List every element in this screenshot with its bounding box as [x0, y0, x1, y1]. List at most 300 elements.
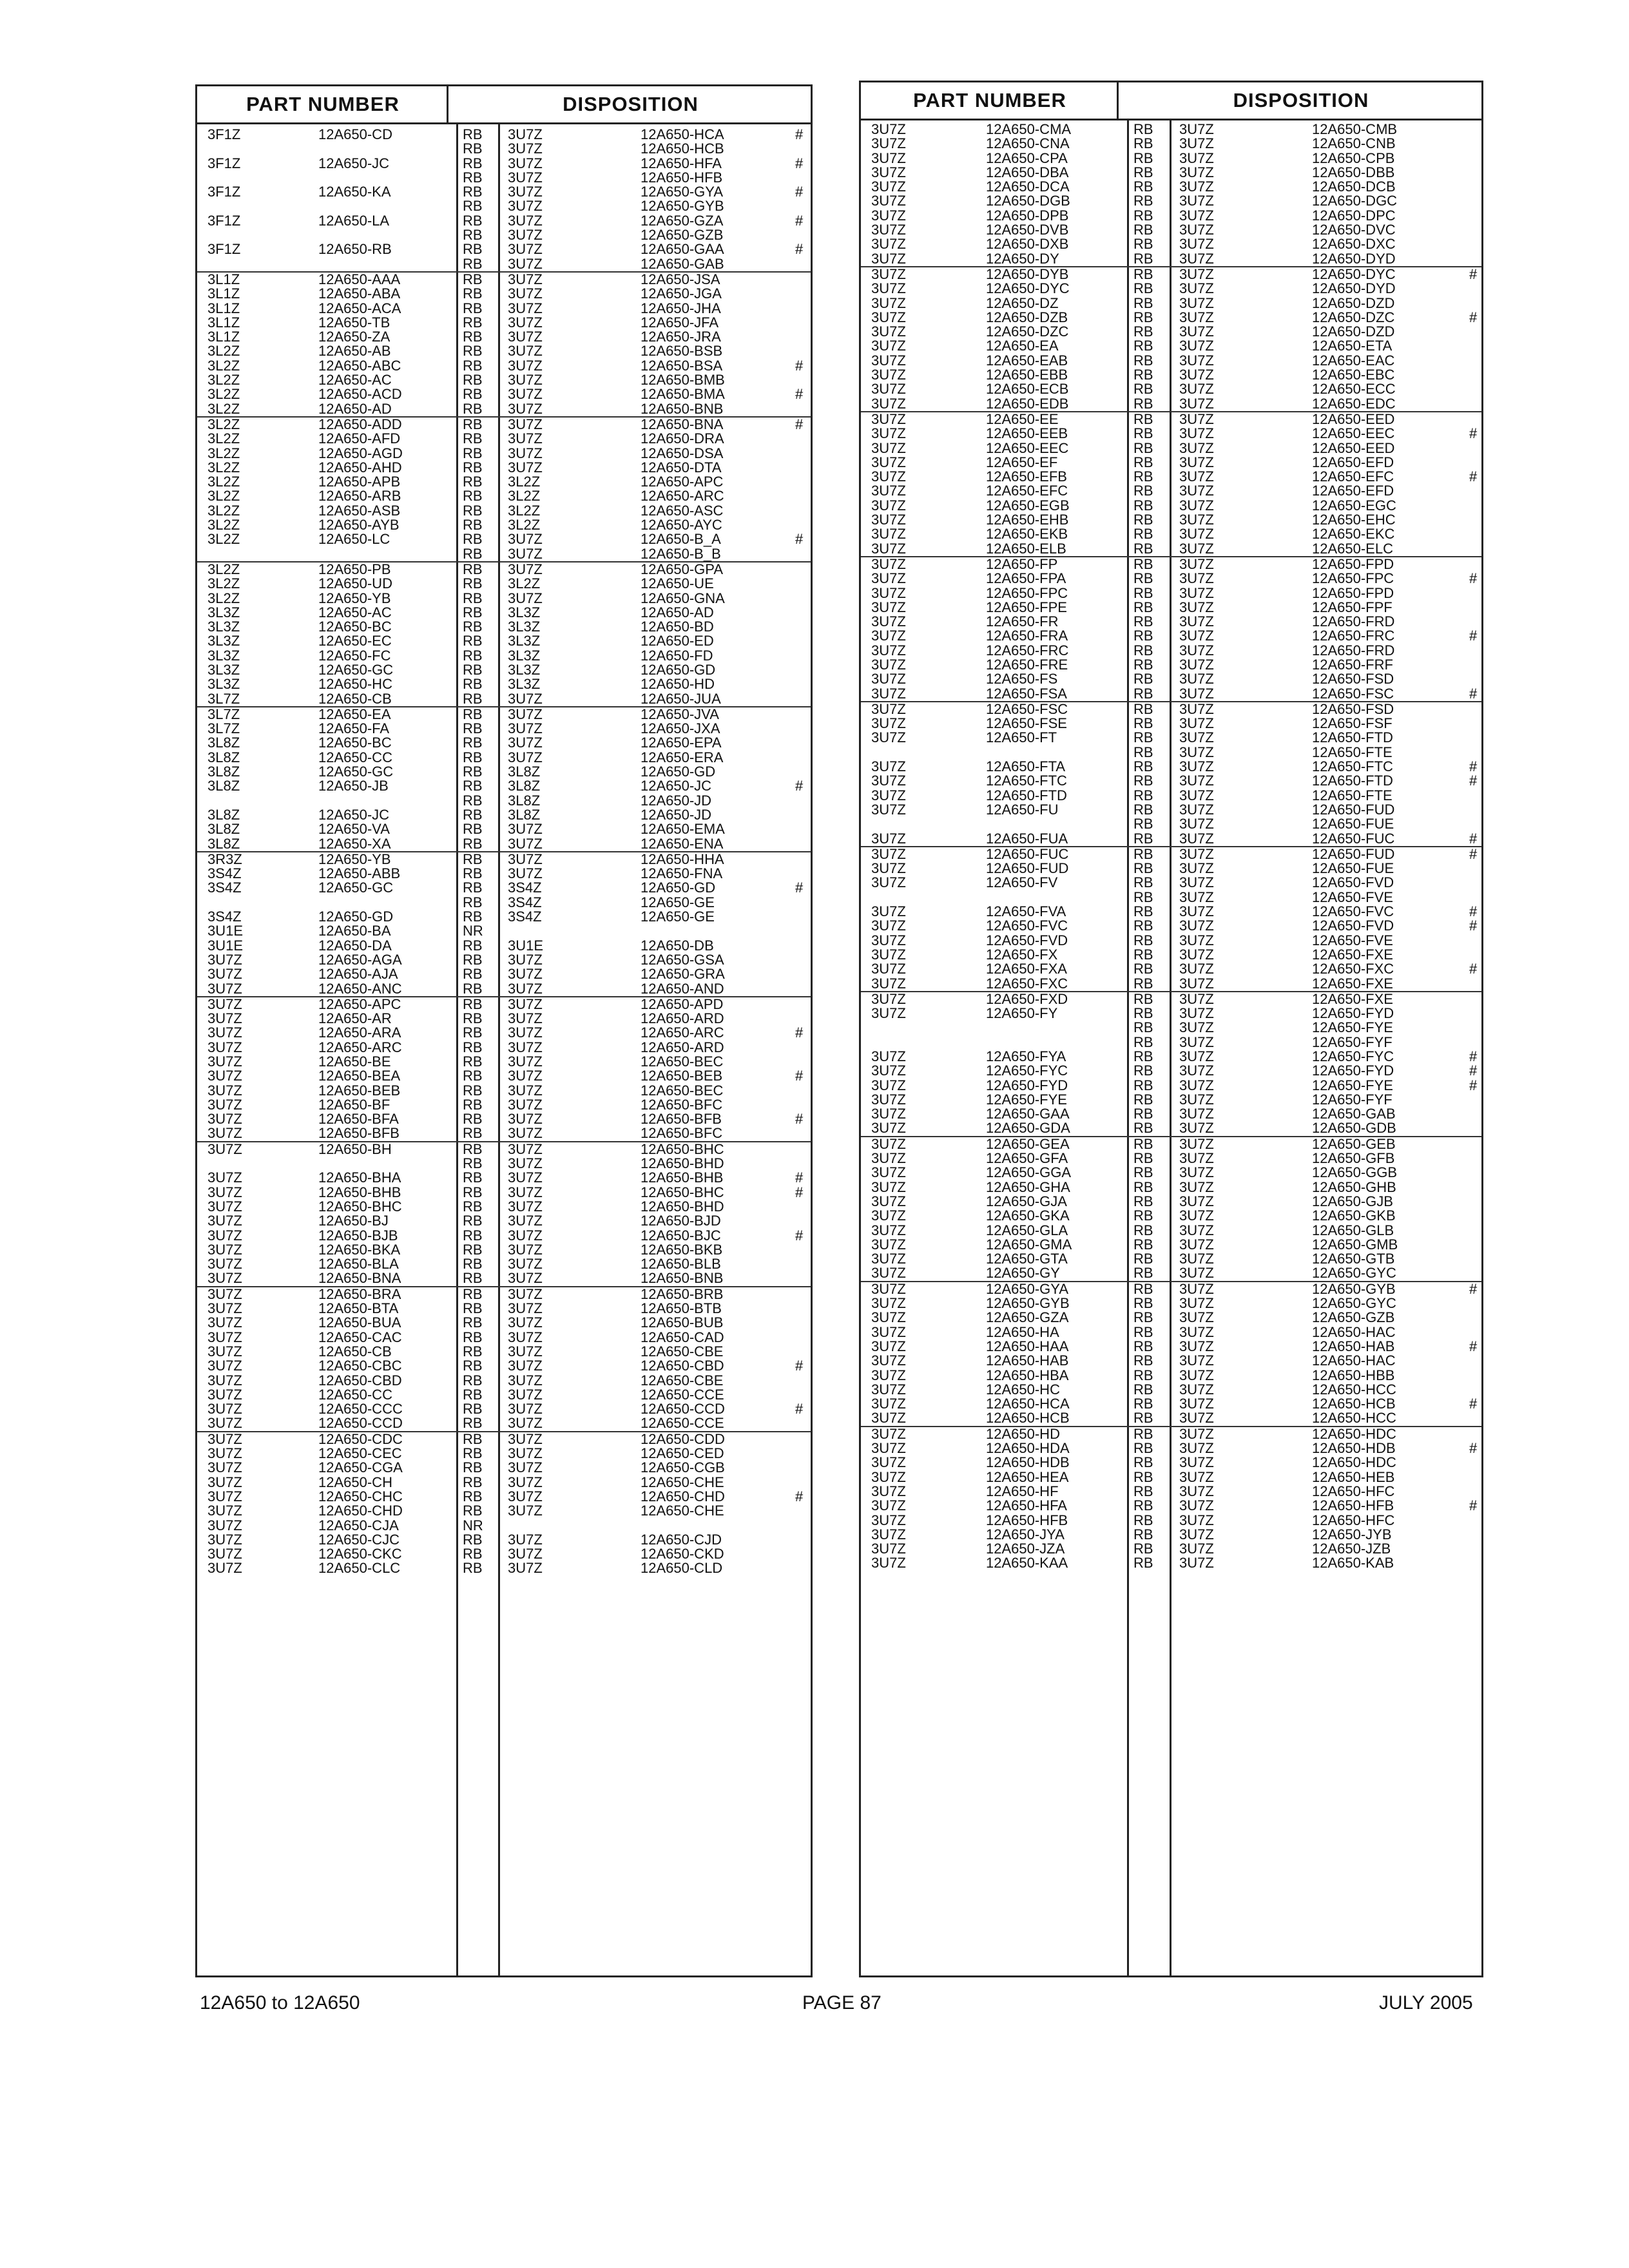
table-row: [197, 1431, 811, 1446]
old-part-number: 12A650-ELB: [986, 540, 1066, 557]
disposition-code: RB: [463, 633, 483, 649]
old-model-code: 3L2Z: [207, 343, 240, 360]
change-mark: #: [795, 241, 804, 258]
old-model-code: 3U7Z: [871, 236, 906, 253]
disposition-code: RB: [463, 1169, 483, 1186]
table-row: [197, 1012, 811, 1026]
old-model-code: 3U7Z: [871, 1280, 906, 1297]
old-model-code: 3U7Z: [207, 1198, 242, 1215]
disposition-code: RB: [463, 1386, 483, 1403]
new-part-number: 12A650-FPD: [1312, 584, 1394, 601]
new-part-number: 12A650-FTD: [1312, 729, 1393, 746]
new-model-code: 3U7Z: [508, 720, 543, 737]
old-part-number: 12A650-JZA: [986, 1541, 1065, 1557]
new-part-number: 12A650-BKB: [641, 1241, 723, 1258]
old-model-code: 3U7Z: [871, 1323, 906, 1340]
table-row: [861, 296, 1481, 311]
old-part-number: 12A650-APC: [318, 995, 401, 1012]
table-row: [197, 1200, 811, 1214]
new-model-code: 3U7Z: [508, 1184, 543, 1200]
new-part-number: 12A650-FUC: [1312, 830, 1395, 847]
disposition-code: RB: [463, 184, 483, 200]
old-model-code: 3U7Z: [207, 1430, 242, 1447]
table-row: [861, 1180, 1481, 1195]
new-model-code: 3U7Z: [508, 357, 543, 374]
new-part-number: 12A650-CCD: [641, 1401, 725, 1418]
new-model-code: 3U7Z: [1179, 1033, 1214, 1050]
disposition-code: RB: [1133, 845, 1153, 862]
new-part-number: 12A650-FTE: [1312, 744, 1393, 760]
new-model-code: 3U7Z: [1179, 309, 1214, 325]
new-part-number: 12A650-BRB: [641, 1285, 724, 1302]
disposition-header: DISPOSITION: [563, 93, 699, 115]
old-model-code: 3U7Z: [207, 1474, 242, 1490]
disposition-code: RB: [463, 1560, 483, 1577]
table-row: [197, 447, 811, 461]
table-row: [197, 1041, 811, 1055]
new-part-number: 12A650-FSC: [1312, 685, 1394, 702]
new-model-code: 3U1E: [508, 937, 544, 954]
old-model-code: 3U7Z: [871, 729, 906, 746]
new-model-code: 3U7Z: [508, 735, 543, 751]
new-model-code: 3U7Z: [1179, 1077, 1214, 1093]
new-part-number: 12A650-FYE: [1312, 1019, 1393, 1036]
old-model-code: 3U7Z: [871, 352, 906, 369]
old-part-number: 12A650-HFB: [986, 1512, 1068, 1528]
old-model-code: 3U7Z: [871, 178, 906, 195]
old-model-code: 3U7Z: [871, 135, 906, 152]
disposition-code: RB: [463, 343, 483, 360]
new-model-code: 3U7Z: [1179, 1164, 1214, 1181]
disposition-code: RB: [1133, 381, 1153, 398]
disposition-code: RB: [1133, 121, 1153, 137]
old-model-code: 3U7Z: [207, 1300, 242, 1317]
disposition-code: RB: [463, 126, 483, 142]
new-model-code: 3U7Z: [508, 1372, 543, 1389]
old-part-number: 12A650-RB: [318, 241, 392, 258]
new-model-code: 3U7Z: [1179, 744, 1214, 760]
table-row: [197, 1446, 811, 1461]
old-model-code: 3U7Z: [207, 1401, 242, 1418]
table-row: [861, 151, 1481, 166]
disposition-code: RB: [463, 995, 483, 1012]
table-row: [861, 1514, 1481, 1528]
disposition-code: RB: [1133, 700, 1153, 717]
disposition-code: RB: [463, 1227, 483, 1244]
new-part-number: 12A650-GZB: [1312, 1309, 1395, 1326]
new-model-code: 3U7Z: [1179, 439, 1214, 456]
old-model-code: 3U1E: [207, 923, 244, 939]
new-part-number: 12A650-CCE: [641, 1386, 724, 1403]
old-part-number: 12A650-GDA: [986, 1120, 1070, 1137]
old-model-code: 3U7Z: [207, 1329, 242, 1345]
new-model-code: 3U7Z: [508, 1053, 543, 1070]
old-model-code: 3U7Z: [207, 1343, 242, 1360]
right-parts-table: [859, 81, 1483, 1977]
new-part-number: 12A650-HCB: [641, 140, 724, 157]
old-model-code: 3U7Z: [207, 995, 242, 1012]
new-model-code: 3L3Z: [508, 676, 541, 693]
new-part-number: 12A650-BFC: [641, 1125, 723, 1142]
new-part-number: 12A650-HFC: [1312, 1483, 1395, 1499]
table-row: [861, 876, 1481, 890]
old-part-number: 12A650-LC: [318, 531, 390, 548]
new-part-number: 12A650-APD: [641, 995, 724, 1012]
old-model-code: 3U7Z: [871, 512, 906, 528]
table-row: [861, 832, 1481, 846]
old-model-code: 3U7Z: [871, 1091, 906, 1108]
old-model-code: 3L2Z: [207, 575, 240, 592]
old-model-code: 3S4Z: [207, 908, 242, 925]
old-model-code: 3U7Z: [871, 961, 906, 977]
new-part-number: 12A650-EDC: [1312, 395, 1396, 412]
old-part-number: 12A650-DZC: [986, 323, 1069, 340]
old-part-number: 12A650-EHB: [986, 512, 1069, 528]
new-model-code: 3U7Z: [1179, 338, 1214, 354]
change-mark: #: [795, 1358, 804, 1374]
table-row: [861, 1166, 1481, 1180]
new-model-code: 3U7Z: [1179, 294, 1214, 311]
table-row: [861, 687, 1481, 701]
new-model-code: 3U7Z: [1179, 207, 1214, 224]
new-model-code: 3U7Z: [1179, 1410, 1214, 1427]
table-row: [197, 967, 811, 981]
disposition-code: RB: [1133, 758, 1153, 775]
new-model-code: 3U7Z: [1179, 1207, 1214, 1224]
table-row: [861, 397, 1481, 411]
new-part-number: 12A650-FUE: [1312, 816, 1394, 832]
table-row: [861, 1281, 1481, 1296]
new-part-number: 12A650-CHD: [641, 1488, 725, 1504]
old-model-code: 3U7Z: [871, 1222, 906, 1238]
table-row: [861, 368, 1481, 382]
footer-range: 12A650 to 12A650: [200, 1992, 360, 2013]
new-model-code: 3U7Z: [508, 821, 543, 838]
table-row: [861, 601, 1481, 615]
table-row: [197, 228, 811, 242]
disposition-code: RB: [1133, 425, 1153, 442]
old-model-code: 3U7Z: [871, 715, 906, 732]
table-row: [197, 982, 811, 996]
old-model-code: 3U7Z: [871, 526, 906, 543]
old-model-code: 3U7Z: [207, 1314, 242, 1331]
old-part-number: 12A650-FPE: [986, 599, 1067, 615]
old-part-number: 12A650-EKB: [986, 526, 1068, 543]
old-part-number: 12A650-ASB: [318, 502, 401, 519]
old-model-code: 3U7Z: [871, 294, 906, 311]
new-model-code: 3U7Z: [508, 271, 543, 287]
old-model-code: 3L8Z: [207, 749, 240, 765]
old-model-code: 3U7Z: [207, 1445, 242, 1462]
new-model-code: 3U7Z: [508, 865, 543, 882]
old-part-number: 12A650-CCC: [318, 1401, 403, 1418]
old-model-code: 3U7Z: [207, 1213, 242, 1229]
table-row: [861, 1354, 1481, 1368]
disposition-code: RB: [463, 227, 483, 244]
new-part-number: 12A650-DYC: [1312, 265, 1396, 282]
new-part-number: 12A650-JSA: [641, 271, 720, 287]
new-model-code: 3U7Z: [1179, 1323, 1214, 1340]
new-model-code: 3U7Z: [1179, 526, 1214, 543]
new-part-number: 12A650-FXE: [1312, 990, 1393, 1007]
table-row: [861, 629, 1481, 643]
disposition-code: RB: [463, 1343, 483, 1360]
new-model-code: 3U7Z: [508, 1024, 543, 1041]
table-row: [861, 962, 1481, 976]
old-model-code: 3U7Z: [207, 1560, 242, 1577]
new-model-code: 3U7Z: [508, 1198, 543, 1215]
new-part-number: 12A650-CDD: [641, 1430, 725, 1447]
table-row: [197, 142, 811, 156]
new-part-number: 12A650-DGC: [1312, 193, 1398, 209]
new-model-code: 3U7Z: [508, 1358, 543, 1374]
new-part-number: 12A650-HFB: [1312, 1497, 1394, 1514]
table-row: [197, 822, 811, 836]
disposition-code: RB: [463, 1415, 483, 1432]
new-part-number: 12A650-BNA: [641, 416, 724, 432]
table-row: [861, 1542, 1481, 1556]
new-part-number: 12A650-JD: [641, 806, 712, 823]
old-model-code: 3U7Z: [871, 454, 906, 470]
table-row: [861, 1311, 1481, 1325]
old-part-number: 12A650-HA: [986, 1323, 1059, 1340]
old-part-number: 12A650-BEB: [318, 1082, 401, 1099]
new-part-number: 12A650-FVE: [1312, 889, 1393, 905]
table-row: [861, 339, 1481, 353]
old-model-code: 3U7Z: [871, 164, 906, 180]
old-part-number: 12A650-FVA: [986, 903, 1066, 920]
old-part-number: 12A650-CGA: [318, 1459, 403, 1476]
old-part-number: 12A650-AGA: [318, 951, 402, 968]
disposition-code: RB: [463, 1184, 483, 1200]
change-mark: #: [795, 1024, 804, 1041]
old-part-number: 12A650-AJA: [318, 966, 398, 983]
disposition-code: RB: [463, 966, 483, 983]
new-model-code: 3U7Z: [1179, 1062, 1214, 1079]
table-row: [861, 325, 1481, 339]
table-row: [197, 475, 811, 489]
change-mark: #: [1469, 903, 1478, 920]
old-part-number: 12A650-GKA: [986, 1207, 1070, 1224]
table-row: [861, 1340, 1481, 1354]
old-part-number: 12A650-CCD: [318, 1415, 403, 1432]
disposition-code: RB: [463, 749, 483, 765]
old-model-code: 3U7Z: [871, 1497, 906, 1514]
old-model-code: 3U7Z: [871, 1193, 906, 1209]
new-part-number: 12A650-BJC: [641, 1227, 721, 1244]
disposition-code: RB: [463, 1155, 483, 1172]
old-part-number: 12A650-CLC: [318, 1560, 401, 1577]
new-model-code: 3U7Z: [1179, 265, 1214, 282]
table-row: [861, 499, 1481, 513]
old-part-number: 12A650-AGD: [318, 445, 403, 461]
new-model-code: 3U7Z: [508, 1010, 543, 1027]
old-model-code: 3U7Z: [207, 1010, 242, 1027]
old-part-number: 12A650-ACD: [318, 386, 402, 403]
new-part-number: 12A650-FPF: [1312, 599, 1393, 615]
old-model-code: 3L1Z: [207, 300, 240, 316]
disposition-code: RB: [463, 416, 483, 432]
new-part-number: 12A650-DXC: [1312, 236, 1396, 253]
table-row: [197, 1084, 811, 1098]
old-model-code: 3U7Z: [871, 193, 906, 209]
old-model-code: 3U7Z: [207, 1096, 242, 1113]
new-model-code: 3U7Z: [508, 590, 543, 606]
new-part-number: 12A650-B_B: [641, 545, 721, 562]
new-part-number: 12A650-HFB: [641, 169, 723, 186]
old-part-number: 12A650-HFA: [986, 1497, 1067, 1514]
old-model-code: 3L2Z: [207, 459, 240, 476]
new-part-number: 12A650-ED: [641, 633, 714, 649]
old-model-code: 3U7Z: [871, 1512, 906, 1528]
disposition-code: RB: [463, 1459, 483, 1476]
new-model-code: 3U7Z: [1179, 570, 1214, 587]
new-part-number: 12A650-GMB: [1312, 1236, 1398, 1253]
new-model-code: 3U7Z: [1179, 1367, 1214, 1383]
table-row: [861, 716, 1481, 731]
new-model-code: 3L8Z: [508, 806, 541, 823]
new-model-code: 3U7Z: [508, 951, 543, 968]
old-model-code: 3L1Z: [207, 314, 240, 331]
new-model-code: 3U7Z: [508, 966, 543, 983]
table-row: [197, 1257, 811, 1271]
new-model-code: 3U7Z: [1179, 1150, 1214, 1167]
old-part-number: 12A650-FUC: [986, 845, 1069, 862]
old-part-number: 12A650-GC: [318, 764, 394, 780]
new-part-number: 12A650-FSF: [1312, 715, 1393, 732]
new-part-number: 12A650-DSA: [641, 445, 724, 461]
table-row: [861, 1209, 1481, 1223]
new-model-code: 3U7Z: [508, 314, 543, 331]
new-model-code: 3U7Z: [1179, 135, 1214, 152]
disposition-code: RB: [1133, 323, 1153, 340]
table-row: [861, 1383, 1481, 1397]
change-mark: #: [795, 1488, 804, 1504]
old-model-code: 3F1Z: [207, 184, 241, 200]
disposition-code: RB: [463, 764, 483, 780]
disposition-code: RB: [463, 386, 483, 403]
change-mark: #: [1469, 685, 1478, 702]
old-model-code: 3U7Z: [871, 1483, 906, 1499]
disposition-code: RB: [1133, 410, 1153, 427]
new-part-number: 12A650-AND: [641, 980, 724, 997]
new-model-code: 3U7Z: [1179, 352, 1214, 369]
new-part-number: 12A650-HCA: [641, 126, 724, 142]
old-part-number: 12A650-ADD: [318, 416, 402, 432]
new-part-number: 12A650-HCC: [1312, 1410, 1396, 1427]
old-part-number: 12A650-CD: [318, 126, 392, 142]
header-divider: [447, 86, 448, 122]
new-part-number: 12A650-FYD: [1312, 1062, 1394, 1079]
old-part-number: 12A650-AYB: [318, 517, 400, 533]
old-model-code: 3U7Z: [871, 338, 906, 354]
change-mark: #: [1469, 468, 1478, 485]
new-part-number: 12A650-DYD: [1312, 250, 1396, 267]
new-model-code: 3U7Z: [1179, 1135, 1214, 1152]
disposition-code: RB: [1133, 656, 1153, 673]
old-part-number: 12A650-FS: [986, 671, 1058, 687]
disposition-code: RB: [463, 1270, 483, 1287]
new-part-number: 12A650-GZB: [641, 227, 724, 244]
table-row: [197, 561, 811, 577]
table-row: [197, 1126, 811, 1140]
table-row: [861, 311, 1481, 325]
old-part-number: 12A650-HC: [986, 1381, 1060, 1398]
disposition-code: RB: [463, 155, 483, 171]
disposition-code: RB: [1133, 1454, 1153, 1471]
change-mark: #: [795, 778, 804, 794]
new-model-code: 3U7Z: [1179, 946, 1214, 963]
new-model-code: 3U7Z: [508, 212, 543, 229]
disposition-code: RB: [463, 1546, 483, 1562]
old-model-code: 3U7Z: [871, 628, 906, 644]
disposition-code: RB: [1133, 1541, 1153, 1557]
old-part-number: 12A650-DCA: [986, 178, 1070, 195]
disposition-code: RB: [1133, 729, 1153, 746]
new-part-number: 12A650-HFA: [641, 155, 722, 171]
old-part-number: 12A650-ABA: [318, 285, 401, 302]
old-part-number: 12A650-CEC: [318, 1445, 402, 1462]
old-model-code: 3L1Z: [207, 285, 240, 302]
old-part-number: 12A650-BUA: [318, 1314, 401, 1331]
old-part-number: 12A650-AFD: [318, 430, 401, 447]
old-model-code: 3L2Z: [207, 517, 240, 533]
disposition-code: RB: [1133, 1019, 1153, 1036]
old-model-code: 3L3Z: [207, 647, 240, 664]
table-row: [197, 171, 811, 185]
old-part-number: 12A650-EFC: [986, 483, 1068, 499]
new-model-code: 3U7Z: [508, 1140, 543, 1157]
new-model-code: 3U7Z: [1179, 540, 1214, 557]
disposition-code: RB: [463, 735, 483, 751]
disposition-code: RB: [463, 980, 483, 997]
change-mark: #: [1469, 845, 1478, 862]
new-model-code: 3U7Z: [1179, 1352, 1214, 1369]
old-model-code: 3U7Z: [871, 656, 906, 673]
table-row: [861, 948, 1481, 962]
new-model-code: 3U7Z: [508, 850, 543, 867]
new-model-code: 3L2Z: [508, 517, 541, 533]
table-row: [197, 1359, 811, 1373]
new-model-code: 3U7Z: [1179, 1512, 1214, 1528]
new-model-code: 3U7Z: [1179, 932, 1214, 948]
right-rows: [861, 122, 1481, 1571]
table-row: [197, 663, 811, 677]
table-row: [197, 1055, 811, 1069]
table-row: [197, 316, 811, 330]
change-mark: #: [1469, 961, 1478, 977]
old-model-code: 3U7Z: [871, 1236, 906, 1253]
disposition-code: RB: [1133, 540, 1153, 557]
table-row: [861, 122, 1481, 137]
old-model-code: 3U7Z: [871, 1295, 906, 1312]
old-model-code: 3U7Z: [871, 555, 906, 572]
new-part-number: 12A650-EFD: [1312, 454, 1394, 470]
disposition-code: RB: [1133, 1468, 1153, 1485]
old-model-code: 3U7Z: [871, 932, 906, 948]
new-model-code: 3S4Z: [508, 908, 542, 925]
old-part-number: 12A650-DZ: [986, 294, 1059, 311]
old-model-code: 3U7Z: [871, 439, 906, 456]
old-model-code: 3L2Z: [207, 561, 240, 577]
disposition-code: RB: [463, 1125, 483, 1142]
old-model-code: 3U7Z: [871, 483, 906, 499]
new-part-number: 12A650-AD: [641, 604, 714, 620]
old-part-number: 12A650-EEB: [986, 425, 1068, 442]
new-model-code: 3U7Z: [1179, 1396, 1214, 1412]
new-part-number: 12A650-FUD: [1312, 801, 1395, 818]
table-row: [861, 1107, 1481, 1121]
